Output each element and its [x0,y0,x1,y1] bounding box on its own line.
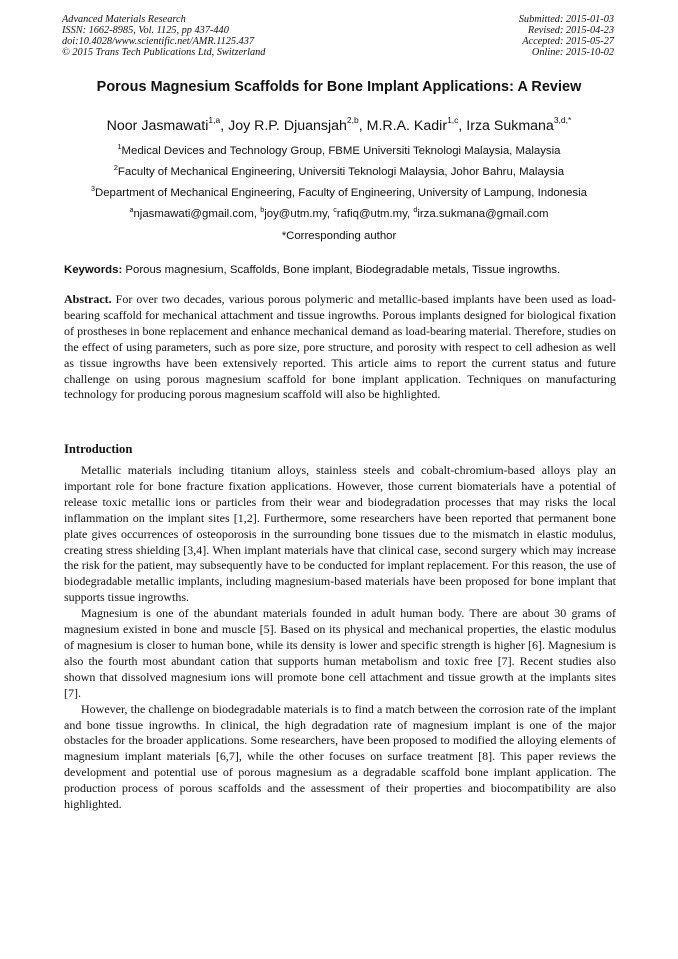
email-list [0,205,678,220]
paper-title: Porous Magnesium Scaffolds for Bone Implant Applications: A Review [96,79,582,95]
author-separator: , [458,118,467,134]
email-address: rafiq@utm.my, [336,208,414,220]
journal-name: Advanced Materials Research [62,14,186,25]
affiliation-number: 1 [117,142,122,151]
keywords-label: Keywords: [64,264,123,276]
affiliation-number: 3 [91,184,95,193]
affiliation-text: Department of Mechanical Engineering, Faculty of Engineering, University of Lampung, Indonesia [95,187,587,199]
email-mark: c [333,205,337,214]
copyright-line: © 2015 Trans Tech Publications Ltd, Switzerland [62,47,266,58]
body-paragraph: However, the challenge on biodegradable materials is to find a match between the corrosion rate of the implant and bone tissue ingrowths. In clinical, the high degradation rate of magnesium implant is one of the major obstacles for the broader applications. Some researchers, have been proposed to modified the alloying elements of magnesium implant materials [6,7], while the other focuses on surface treatment [8]. This paper reviews the development and potential use of porous magnesium as a degradable scaffold bone implant application. The production process of porous scaffolds and the assessment of their properties and biocompatibility are also highlighted. [64,701,616,812]
online-date: Online: 2015-10-02 [531,47,614,58]
author-separator: , [358,118,367,134]
corresponding-author-note: *Corresponding author [281,230,397,242]
affiliation [0,163,678,178]
revised-date: Revised: 2015-04-23 [527,25,614,36]
keywords-line [64,264,616,276]
abstract [64,292,616,403]
email-address: irza.sukmana@gmail.com [417,208,549,220]
affiliation-number: 2 [113,163,118,172]
affiliation [0,142,678,157]
affiliation-text: Medical Devices and Technology Group, FBME Universiti Teknologi Malaysia, Malaysia [121,145,561,157]
email-address: joy@utm.my, [264,208,334,220]
author-affiliation-mark: 1,a [208,115,221,125]
abstract-label: Abstract. [64,292,112,306]
introduction-body [64,463,616,813]
issn-line: ISSN: 1662-8985, Vol. 1125, pp 437-440 [62,25,229,36]
abstract-text: For over two decades, various porous polymeric and metallic-based implants have been used as load-bearing scaffold for mechanical attachment and tissue ingrowths. Porous implants designed for biological fixation of prostheses in bone replacement and enhance mechanical demand as load-bearing material. Therefore, studies on the effect of using parameters, such as pore size, pore structure, and porosity with respect to cell adhesion as well as tissue ingrowths have been extensively reported. This article aims to report the current status and future challenge on using porous magnesium scaffold for bone implant application. Techniques on manufacturing technology for producing porous magnesium scaffold will also be highlighted. [64,292,616,402]
submitted-date: Submitted: 2015-01-03 [518,14,614,25]
email-mark: d [413,205,418,214]
journal-info [62,14,265,58]
body-paragraph: Metallic materials including titanium alloys, stainless steels and cobalt-chromium-based alloys play an important role for bone fracture fixation applications. However, those current biomaterials have a potential of release toxic metallic ions or particles from their wear and biodegradation processes that may risks the local inflammation on the implant sites [1,2]. Furthermore, some researchers have been reported that permanent bone plate gives occurrences of osteoporosis in the surrounding bone tissues due to the mismatch in elastic modulus, creating stress shielding [3,4]. When implant materials have that clinical case, second surgery which may increase the risk for the patient, may subsequently have to be conducted for implant replacement. For this reason, the use of biodegradable metallic implants, including magnesium-based materials have been proposed for bone implant that supports tissue ingrowths. [64,463,616,605]
affiliation [0,184,678,199]
affiliation-text: Faculty of Mechanical Engineering, Universiti Teknologi Malaysia, Johor Bahru, Malaysia [117,166,565,178]
email-mark: b [260,205,265,214]
doi-line: doi:10.4028/www.scientific.net/AMR.1125.437 [62,36,255,47]
author-name: Noor Jasmawati [106,118,209,134]
author-list [0,115,678,134]
author-affiliation-mark: 2,b [346,115,359,125]
author-separator: , [220,118,229,134]
author-name: Irza Sukmana [466,118,554,134]
author-affiliation-mark: 3,d,* [553,115,572,125]
accepted-date: Accepted: 2015-05-27 [522,36,614,47]
publication-dates [519,14,614,58]
email-address: njasmawati@gmail.com, [133,208,261,220]
email-mark: a [129,205,134,214]
author-name: M.R.A. Kadir [366,118,448,134]
keywords-text: Porous magnesium, Scaffolds, Bone implant, Biodegradable metals, Tissue ingrowths. [122,264,561,276]
author-affiliation-mark: 1,c [447,115,459,125]
section-heading: Introduction [64,442,133,456]
author-name: Joy R.P. Djuansjah [228,118,347,134]
body-paragraph: Magnesium is one of the abundant materials founded in adult human body. There are about 30 grams of magnesium existed in bone and muscle [5]. Based on its physical and mechanical properties, the elastic modulus of magnesium is closer to human bone, while its density is lower and specific strength is higher [6]. Magnesium is also the fourth most abundant cation that supports human metabolism and toxic free [7]. Recent studies also shown that dissolved magnesium ions will promote bone cell attachment and tissue growth at the implants sites [7]. [64,606,616,700]
